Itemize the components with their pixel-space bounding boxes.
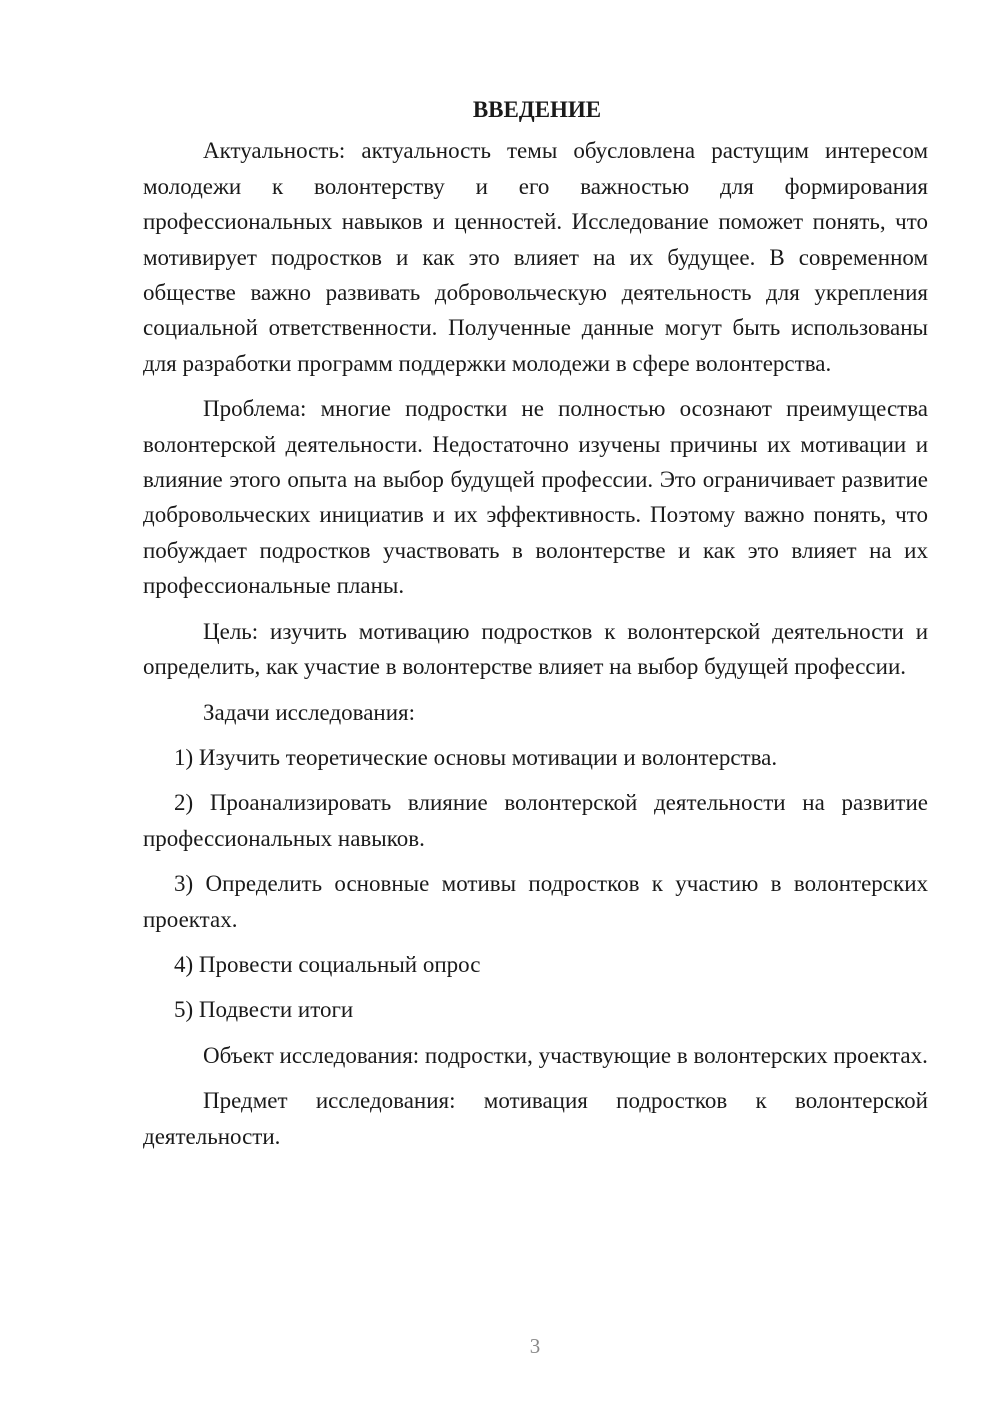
tasks-heading: Задачи исследования: bbox=[203, 699, 416, 725]
task-item: 3) Определить основные мотивы подростков к участию в волонтерских проектах. bbox=[143, 871, 928, 932]
problem-paragraph: Проблема: многие подростки не полностью осознают преимущества волонтерской деятельности. Недостаточно изучены причины их мотивации и влияние этого опыта на выбор будущей профессии. Это ограничивает развитие добровольческих инициатив и их эффективность. Поэтому важно понять, что побуждает подростков участвовать в волонтерстве и как это влияет на их профессиональные планы. bbox=[143, 396, 928, 599]
research-subject-paragraph: Предмет исследования: мотивация подростков к волонтерской деятельности. bbox=[143, 1088, 928, 1149]
page-number: 3 bbox=[529, 1334, 541, 1358]
task-item: 1) Изучить теоретические основы мотивации и волонтерства. bbox=[174, 744, 778, 770]
task-item: 5) Подвести итоги bbox=[174, 997, 354, 1023]
goal-paragraph: Цель: изучить мотивацию подростков к волонтерской деятельности и определить, как участие в волонтерстве влияет на выбор будущей профессии. bbox=[143, 618, 928, 680]
task-item: 2) Проанализировать влияние волонтерской деятельности на развитие профессиональных навыков. bbox=[143, 790, 928, 851]
section-title: ВВЕДЕНИЕ bbox=[472, 97, 602, 122]
page-content bbox=[143, 92, 928, 1164]
research-object-paragraph: Объект исследования: подростки, участвующие в волонтерских проектах. bbox=[203, 1042, 928, 1068]
task-item: 4) Провести социальный опрос bbox=[174, 951, 481, 977]
relevance-paragraph: Актуальность: актуальность темы обусловлена растущим интересом молодежи к волонтерству и его важностью для формирования профессиональных навыков и ценностей. Исследование поможет понять, что мотивирует подростков и как это влияет на их будущее. В современном обществе важно развивать добровольческую деятельность для укрепления социальной ответственности. Полученные данные могут быть использованы для разработки программ поддержки молодежи в сфере волонтерства. bbox=[143, 138, 928, 376]
